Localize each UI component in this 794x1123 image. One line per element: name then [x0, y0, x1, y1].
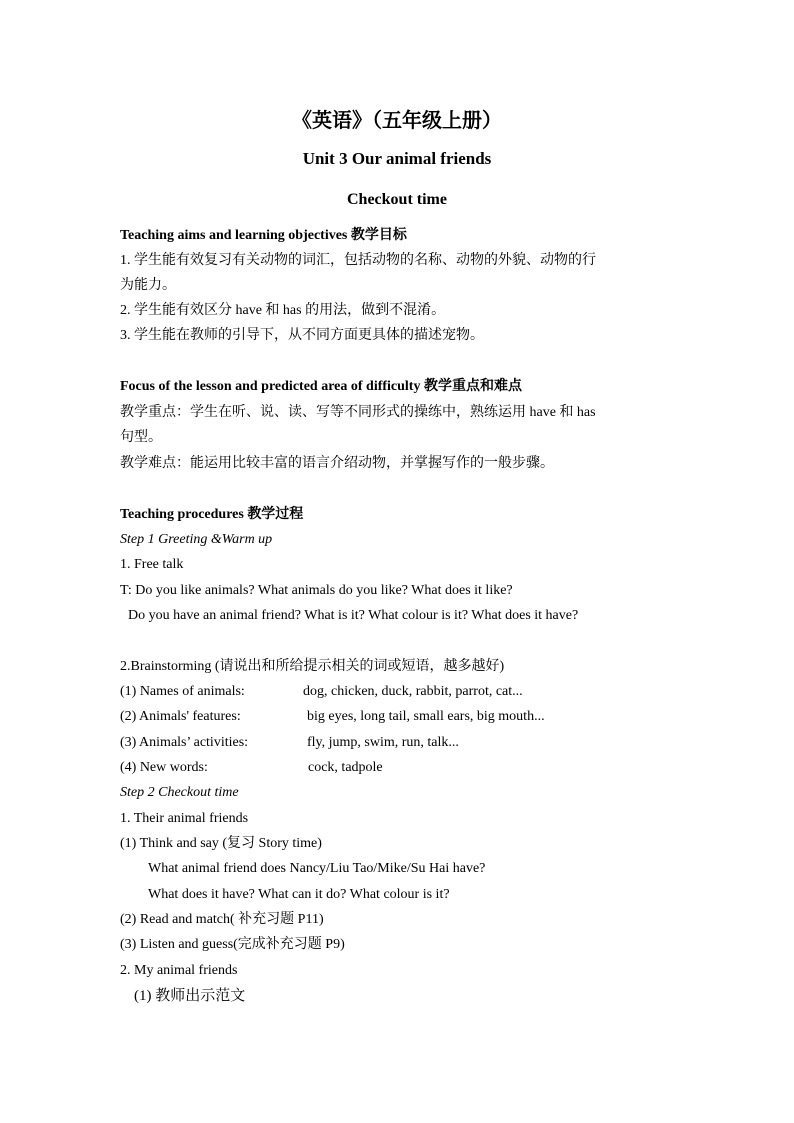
- free-talk: 1. Free talk: [120, 557, 184, 572]
- list-label: (3) Animals’ activities:: [120, 735, 249, 750]
- brainstorming: 2.Brainstorming (请说出和所给提示相关的词或短语，越多越好): [120, 659, 505, 674]
- focus-heading: Focus of the lesson and predicted area of difficulty 教学重点和难点: [120, 379, 522, 394]
- teacher-line-2: Do you have an animal friend? What is it? What colour is it? What does it have?: [128, 608, 579, 623]
- step1-heading: Step 1 Greeting &Warm up: [120, 532, 273, 547]
- list-value: fly, jump, swim, run, talk...: [307, 735, 459, 750]
- procedures-heading: Teaching procedures 教学过程: [120, 507, 304, 522]
- aim-2: 2. 学生能有效区分 have 和 has 的用法，做到不混淆。: [120, 303, 446, 318]
- question-1: What animal friend does Nancy/Liu Tao/Mike/Su Hai have?: [148, 861, 486, 876]
- list-value: dog, chicken, duck, rabbit, parrot, cat...: [303, 684, 523, 699]
- listen-and-guess: (3) Listen and guess(完成补充习题 P9): [120, 937, 345, 952]
- lesson-title: Checkout time: [347, 191, 447, 208]
- list-label: (1) Names of animals:: [120, 684, 245, 699]
- their-animal-friends: 1. Their animal friends: [120, 811, 249, 826]
- focus-key-b: 句型。: [120, 430, 162, 445]
- list-label: (4) New words:: [120, 760, 208, 775]
- list-value: big eyes, long tail, small ears, big mouth...: [307, 709, 545, 724]
- book-title: 《英语》（五年级上册）: [292, 110, 502, 132]
- list-label: (2) Animals' features:: [120, 709, 241, 724]
- step2-heading: Step 2 Checkout time: [120, 785, 239, 800]
- read-and-match: (2) Read and match( 补充习题 P11): [120, 912, 324, 927]
- list-item: [120, 683, 680, 701]
- list-item: [120, 759, 680, 777]
- list-item: [120, 734, 680, 752]
- unit-title: Unit 3 Our animal friends: [302, 149, 492, 168]
- aim-3: 3. 学生能在教师的引导下，从不同方面更具体的描述宠物。: [120, 328, 484, 343]
- list-value: cock, tadpole: [308, 760, 383, 775]
- my-animal-friends: 2. My animal friends: [120, 963, 238, 978]
- teacher-line-1: T: Do you like animals? What animals do you like? What does it like?: [120, 583, 513, 598]
- aim-1a: 1. 学生能有效复习有关动物的词汇，包括动物的名称、动物的外貌、动物的行: [120, 253, 596, 268]
- think-and-say: (1) Think and say (复习 Story time): [120, 836, 322, 851]
- list-item: [120, 708, 680, 726]
- aims-heading: Teaching aims and learning objectives 教学目标: [120, 228, 407, 243]
- question-2: What does it have? What can it do? What colour is it?: [148, 887, 450, 902]
- focus-key-a: 教学重点：学生在听、说、读、写等不同形式的操练中，熟练运用 have 和 has: [120, 405, 596, 420]
- teacher-example: (1) 教师出示范文: [134, 988, 246, 1004]
- focus-difficulty: 教学难点：能运用比较丰富的语言介绍动物，并掌握写作的一般步骤。: [120, 456, 554, 471]
- aim-1b: 为能力。: [120, 278, 176, 293]
